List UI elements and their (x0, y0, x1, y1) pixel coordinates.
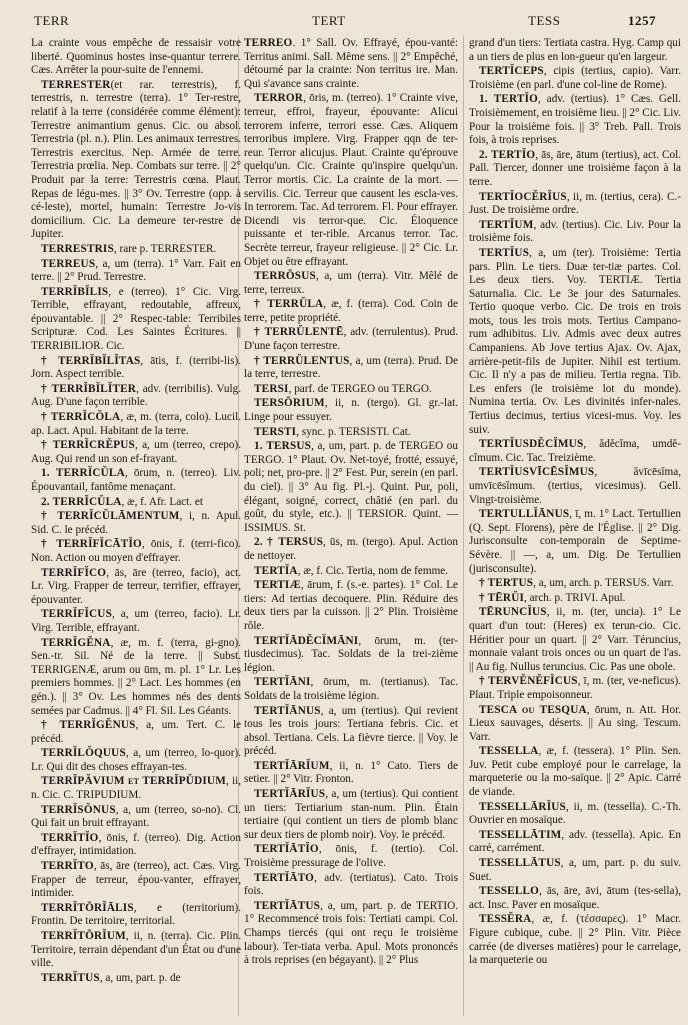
dictionary-entry (244, 326, 458, 353)
entry-headword: TERREUS (41, 257, 96, 270)
dictionary-entry (469, 37, 681, 64)
entry-headword: TERRĬFĬCUS (41, 608, 113, 621)
entry-headword: † TERRĬCŬLĀMENTUM (41, 510, 180, 523)
entry-headword: TERRĬTUS (41, 971, 100, 984)
entry-headword: 1. TERRĬCŬLA (41, 467, 125, 480)
entry-headword: TERTĬA (254, 564, 298, 577)
dictionary-entry (31, 538, 241, 565)
entry-definition: , ī, m. 1° Lact. Tertullien (Q. Sept. Florens), père de l'Église. || 2° Dig. Jurisconsulte con-temporain de Septime-Sévère. || —, a, um. Dig. De Tertullien (jurisconsulte). (469, 508, 681, 575)
entry-headword: TESCA ou TESQUA (479, 703, 587, 716)
entry-headword: TERSI (254, 382, 289, 395)
entry-definition: , ās, āre, āvi, ātum (tes-sella), act. Insc. Paver en mosaïque. (469, 885, 681, 911)
entry-headword: TERRĬSŎNUS (41, 803, 116, 816)
entry-headword: TERRĬPĂVIUM et TERRĬPŬDIUM (41, 775, 226, 788)
entry-definition: , ii, m. (tessella). C.-Th. Ouvrier en mosaïque. (469, 800, 681, 827)
dictionary-entry (244, 536, 458, 563)
entry-headword: TERTĬCEPS (479, 65, 544, 78)
entry-definition: , ii, n. (terra). Cic. Plin. Territoire, terrain dépendant d'un État ou d'une ville. (31, 930, 241, 970)
entry-definition: , adv. (tertiatus). Cato. Trois fois. (244, 871, 458, 898)
entry-headword: TĒRUNCĬUS (479, 606, 547, 619)
entry-headword: TERTĬĀTUS (254, 899, 321, 912)
entry-headword: TERRĬLŎQUUS (41, 747, 126, 760)
entry-headword: TESSELLĀTUS (479, 857, 561, 870)
entry-definition: La crainte vous empêche de ressaisir votre liberté. Quominus hostes inse-quantur terrere. Cæs. Arrêter la pour-suite de l'ennemi. (31, 37, 241, 77)
entry-definition: , ōnis, f. (terri-fico). Non. Action ou moyen d'effrayer. (31, 538, 241, 564)
entry-definition: , ī, m. (ter, ve-neficus). Plaut. Triple empoisonneur. (469, 675, 681, 701)
entry-headword: TERRĬFĬCO (41, 566, 107, 579)
entry-definition: , ōrum, n. (terreo). Liv. Épouvantail, fantôme menaçant. (31, 467, 241, 493)
entry-headword: † TĒRŬI (479, 591, 525, 604)
dictionary-entry (469, 675, 681, 702)
entry-definition: , adv. (tertius). 1° Cæs. Gell. Troisièmement, en troisième lieu. || 2° Cic. Liv. Pour la troisième fois. || 3° Treb. Pall. Trois fois, à trois reprises. (469, 93, 681, 147)
entry-definition: , æ, f. (tessera). 1° Plin. Sen. Juv. Petit cube employé pour le carrelage, la marqueterie ou la mo-saïque. || 2° Apic. Carré de viande. (469, 745, 681, 799)
entry-headword: TERRĬTĬO (41, 831, 99, 844)
entry-definition: grand d'un tiers: Tertiata castra. Hyg. Camp qui a un tiers de plus en lon-gueur qu'en largeur. (469, 37, 681, 63)
entry-headword: TESSELLĀRĬUS (479, 800, 566, 813)
dictionary-entry (31, 383, 241, 410)
entry-definition: , a, um (terra). Vitr. Mêlé de terre, terreux. (244, 270, 458, 296)
dictionary-entry (469, 704, 681, 745)
entry-definition: , a, um (terra). 1° Varr. Fait en terre. || 2° Prud. Terrestre. (31, 257, 241, 284)
dictionary-entry (31, 719, 241, 746)
entry-definition: , sync. p. TERSISTI. Cat. (296, 425, 411, 438)
dictionary-entry (469, 885, 681, 912)
entry-headword: 2. TERRĬCŬLA (41, 495, 122, 508)
dictionary-entry (469, 606, 681, 674)
entry-headword: 2. TERTĬO (479, 148, 536, 161)
dictionary-entry (469, 508, 681, 576)
entry-headword: TERTĬĀTĬO (254, 843, 319, 856)
entry-definition: , e (territorium). Frontin. De territoire, territorial. (31, 901, 241, 928)
entry-definition: , ii, n. (tergo). Gl. gr.-lat. Linge pour essuyer. (244, 397, 458, 424)
dictionary-entry (31, 747, 241, 774)
entry-headword: TERTIÆ (254, 579, 301, 592)
entry-headword: TESSELLO (479, 885, 540, 898)
entry-definition: , ăvīcēsĭma, umvīcēsĭmum. (tertius, vicesimus). Gell. Vingt-troisième. (469, 466, 681, 506)
dictionary-entry (31, 637, 241, 719)
entry-headword: TERTĬĀTO (254, 871, 315, 884)
entry-headword: TERTĬOCĔRĬUS (479, 190, 567, 203)
entry-definition: , æ, f. Cic. Tertia, nom de femme. (297, 564, 449, 577)
entry-definition: , ii, m. (ter, uncia). 1° Le quart d'un tout: (Heres) ex terun-cio. Cic. Héritier pour un quart. || 2° Varr. Téruncius, monnaie valant trois onces ou un quart de l'as. || Au fig. Nullus teruncius. Cic. Pas une obole. (469, 606, 681, 673)
dictionary-entry (31, 567, 241, 608)
entry-headword: TESSELLA (479, 745, 539, 758)
dictionary-entry (31, 79, 241, 242)
entry-headword: † TERRŬLENTĒ (254, 326, 344, 339)
dictionary-entry (31, 775, 241, 802)
dictionary-entry (31, 467, 241, 494)
entry-headword: TERRESTER (41, 78, 111, 91)
dictionary-entry (469, 247, 681, 437)
entry-headword: TERSŌRIUM (254, 397, 325, 410)
dictionary-entry (469, 466, 681, 507)
dictionary-entry (31, 496, 241, 510)
dictionary-entry (244, 355, 458, 382)
entry-definition: , adv. (tertius). Cic. Liv. Pour la troisième fois. (469, 218, 681, 245)
entry-definition: , ās, āre (terreo), act. Cæs. Virg. Frapper de terreur, épou-vanter, effrayer, intimider. (31, 860, 241, 900)
column-divider (463, 36, 464, 1016)
dictionary-entry (244, 788, 458, 842)
entry-definition: , æ, f. (τέσσαρες). 1° Macr. Figure cubique, cube. || 2° Plin. Vitr. Pièce carrée (de diverses matières) pour le carrelage, la marqueterie ou (469, 913, 681, 967)
entry-headword: TERTĬUSDĔCĬMUS (479, 438, 584, 451)
entry-definition: , ōnis, f. (terreo). Dig. Action d'effrayer, intimidation. (31, 831, 241, 858)
dictionary-entry (244, 397, 458, 424)
entry-definition: , a, um (tertius). Qui contient un tiers: Tertiarium stan-num. Plin. Étain tertiaire (qui contient un tiers de plomb blanc sur deux tiers de plomb noir). Voy. le précéd. (244, 788, 458, 841)
running-header (0, 13, 688, 33)
entry-headword: † TERRĬCRĔPUS (41, 439, 135, 452)
dictionary-entry (469, 592, 681, 606)
entry-definition: , ōrum, n. Att. Hor. Lieux sauvages, déserts. || Au sing. Tescum. Varr. (469, 703, 681, 743)
column-left (31, 37, 241, 1019)
entry-headword: TESSĔRA (479, 913, 532, 926)
entry-definition: , ūs, m. (tergo). Apul. Action de nettoyer. (244, 536, 458, 562)
entry-headword: TERTĬĀRĬUS (254, 788, 326, 801)
entry-headword: TERTULLĬĀNUS (479, 508, 570, 521)
entry-definition: , a, um, part. p. de TERTIO. 1° Recommencé trois fois: Tertiati campi. Col. Champs tiercés (qui ont reçu le troisième labour). Ter-tiata verba. Apul. Mots prononcés à trois reprises (en bégayant). || 2° Plus (244, 899, 458, 967)
entry-headword: TERRŌSUS (254, 270, 316, 283)
dictionary-entry (31, 243, 241, 257)
dictionary-entry (469, 65, 681, 92)
entry-headword: † TERRŬLENTUS (254, 354, 350, 367)
dictionary-entry (469, 149, 681, 190)
dictionary-entry (244, 383, 458, 397)
dictionary-entry (469, 857, 681, 884)
entry-definition: , a, um (tertius). Qui revient tous les trois jours: Tertiana febris. Cic. et absol. Tertiana. Cels. La fièvre tierce. || Voy. le précéd. (244, 704, 458, 758)
dictionary-entry (244, 426, 458, 440)
entry-headword: † TERRĬFĬCĀTĬO (41, 538, 142, 551)
dictionary-entry (31, 439, 241, 466)
entry-definition: , ii, m. (tertius, cera). C.-Just. De troisième ordre. (469, 190, 681, 217)
entry-headword: TERTĬĀDĔCĬMĀNI (254, 634, 359, 647)
entry-headword: † TERRĬCŎLA (41, 411, 121, 424)
entry-definition: (et rar. terrestris), f. terrestris, n. terrestre (terra). 1° Ter-restre, relatif à la terre (considérée comme élément): Terrestre animantium genus. Cic. ou absol. Terrestria (pl. n.). Plin. Les animaux terrestres. Terrestris exercitus. Nep. Armée de terre. Terrestria prœlia. Nep. Combats sur terre. || 2° Produit par la terre: Terrestris cœna. Plaut. Repas de légu-mes. || 3° Ov. Terrestre (opp. à cé-leste), mortel, humain: Terrestre Jo-vis domicilium. Cic. La demeure ter-restre de Jupiter. (31, 78, 241, 241)
dictionary-entry (31, 972, 241, 986)
header-center-guide-word: TERT (312, 13, 346, 28)
dictionary-entry (469, 191, 681, 218)
entry-definition: , ōnis, f. (tertio). Col. Troisième pressurage de l'olive. (244, 843, 458, 870)
entry-definition: , a, um, part. p. du suiv. Suet. (469, 857, 681, 883)
entry-definition: , ōrum, m. (ter-tiusdecimus). Tac. Soldats de la trei-zième légion. (244, 634, 458, 674)
dictionary-entry (244, 676, 458, 703)
entry-definition: , ōris, m. (terreo). 1° Crainte vive, terreur, effroi, frayeur, épouvante: Alicui terrorem inferre, terrori esse. Cæs. Aliquem terroribus implere. Virg. Frapper qqn de ter-reur. Terror alicujus. Plaut. Crainte qu'éprouve quelqu'un. Cic. Crainte qu'inspire quelqu'un. Terror mortis. Cic. La crainte de la mort. — servilis. Cic. Terreur que causent les escla-ves. In terrorem. Tac. Ad terrorem. Fl. Pour effrayer. Dicendi vis terror-que. Cic. Éloquence puissante et ter-rible. Arcanus terror. Tac. Secrète terreur, frayeur religieuse. || 2° Cic. Lr. Objet ou être effrayant. (244, 92, 458, 268)
dictionary-entry (31, 258, 241, 285)
entry-definition: , ădĕcĭma, umdĕ-cĭmum. Cic. Tac. Treizième. (469, 438, 681, 464)
entry-definition: , rare p. TERRESTER. (113, 242, 217, 255)
entry-definition: , a, um (terra). Prud. De la terre, terrestre. (244, 354, 458, 381)
header-left-guide-word: TERR (34, 13, 70, 28)
entry-headword: TERTĬUM (479, 218, 534, 231)
entry-definition: , arch. p. TRIVI. Apul. (524, 591, 626, 604)
dictionary-entry (244, 37, 458, 91)
entry-definition: , æ, f. (terra). Cod. Coin de terre, petite propriété. (244, 298, 458, 324)
dictionary-entry (469, 219, 681, 246)
entry-headword: TERTĬUSVĪCĒSĬMUS (479, 466, 595, 479)
dictionary-entry (244, 872, 458, 899)
entry-definition: , ātis, f. (terribi-lis). Jorn. Aspect terrible. (31, 354, 241, 381)
dictionary-entry (244, 440, 458, 535)
entry-definition: , e (terreo). 1° Cic. Virg. Terrible, effrayant, redoutable, affreux, épouvantable. || 2° Respec-table: Terribiles Scripturæ. Cod. Les Saintes Écritures. || TERRIBILIOR. Cic. (31, 285, 241, 353)
entry-headword: TERRĬBĬLIS (41, 285, 109, 298)
page-number: 1257 (628, 13, 656, 28)
dictionary-entry (469, 829, 681, 856)
column-right (469, 37, 681, 1019)
entry-headword: TERTĬĀNUS (254, 704, 321, 717)
entry-headword: TESSELLĀTIM (479, 828, 562, 841)
entry-definition: , æ, f. Afr. Lact. et (121, 495, 203, 508)
dictionary-entry (244, 760, 458, 787)
entry-headword: † TERRĬGĔNUS (41, 719, 136, 732)
dictionary-entry (244, 579, 458, 633)
dictionary-entry (244, 705, 458, 759)
entry-headword: † TERTUS (479, 577, 534, 590)
entry-headword: † TERVĔNĔFĬCUS (479, 675, 578, 688)
dictionary-entry (469, 913, 681, 967)
dictionary-entry (31, 930, 241, 971)
dictionary-entry (31, 411, 241, 438)
dictionary-entry (244, 298, 458, 325)
entry-definition: , parf. de TERGEO ou TERGO. (288, 382, 432, 395)
entry-definition: , a, um (terreo, crepo). Aug. Qui rend un son ef-frayant. (31, 439, 241, 465)
entry-definition: , a, um (terreo, facio). Lr. Virg. Terrible, effrayant. (31, 608, 241, 634)
dictionary-entry (31, 832, 241, 859)
entry-definition: , a, um (terreo, lo-quor). Lr. Qui dit des choses effrayan-tes. (31, 747, 241, 773)
entry-headword: TERRĬTŌRĬUM (41, 930, 126, 942)
dictionary-entry (469, 745, 681, 799)
entry-definition: , adv. (tessella). Apic. En carré, carrément. (469, 828, 681, 855)
dictionary-entry (31, 902, 241, 929)
entry-headword: 1. TERTĬO (479, 93, 539, 106)
dictionary-entry (244, 92, 458, 269)
entry-headword: TERRĬTŌRĬĀLIS (41, 901, 134, 914)
entry-headword: TERTĬĀRĬUM (254, 759, 330, 772)
dictionary-entry (244, 900, 458, 968)
entry-definition: , ās, āre, ātum (tertius), act. Col. Pall. Tiercer, donner une troisième façon à la terre. (469, 148, 681, 188)
dictionary-entry (244, 565, 458, 579)
entry-headword: TERRĬTO (41, 860, 94, 873)
entry-headword: TERTĬUS (479, 246, 530, 259)
entry-headword: TERREO (244, 37, 293, 49)
entry-definition: , ii, n. 1° Cato. Tiers de setier. || 2° Vitr. Fronton. (244, 759, 458, 786)
entry-headword: † TERRĬBĬLĬTAS (41, 354, 141, 367)
dictionary-entry (469, 801, 681, 828)
entry-headword: † TERRĬBĬLĬTER (41, 382, 137, 395)
entry-definition: , a, um. Tert. C. le précéd. (31, 719, 241, 745)
entry-headword: TERROR (254, 92, 304, 105)
entry-headword: TERTĬĀNI (254, 676, 311, 689)
dictionary-entry (31, 510, 241, 537)
header-right-guide-word: TESS (528, 13, 561, 28)
dictionary-entry (31, 355, 241, 382)
dictionary-entry (31, 37, 241, 78)
entry-definition: , æ, m. (terra, colo). Lucil. ap. Lact. Apul. Habitant de la terre. (31, 411, 241, 437)
dictionary-entry (244, 635, 458, 676)
entry-headword: TERSTI (254, 425, 297, 438)
entry-definition: , a, um, part. p. de (99, 971, 181, 984)
entry-definition: , a, um, part. p. de TERGEO ou TERGO. 1° Plaut. Ov. Net-toyé, frotté, essuyé, poli; net, pro-pre. || 2° Fest. Pur, serein (en parl. du ciel). || 3° Au fig. Pl.-j. Quint. Pur, poli, élégant, soigné, correct, châtié (en parl. du goût, du style, etc.). || TERSIOR. Quint. — ISSIMUS. St. (244, 440, 458, 534)
entry-definition: , i, n. Apul. Sid. C. le précéd. (31, 510, 241, 536)
entry-definition: , adv. (terrulentus). Prud. D'une façon terrestre. (244, 326, 458, 353)
entry-definition: , adv. (terribilis). Vulg. Aug. D'une façon terrible. (31, 382, 241, 409)
dictionary-entry (469, 438, 681, 465)
entry-definition: , ōrum, m. (tertianus). Tac. Soldats de la troisième légion. (244, 676, 458, 702)
dictionary-entry (469, 577, 681, 591)
entry-definition: , ās, āre (terreo, facio), act. Lr. Virg. Frapper de terreur, terrifier, effrayer, épouvanter. (31, 566, 241, 606)
column-middle (244, 37, 458, 1019)
entry-definition: , a, um (ter). Troisième: Tertia pars. Plin. Le tiers. Duæ ter-tiæ partes. Col. Les deux tiers. Voy. TERTIÆ. Tertia Saturnalia. Cic. Le 3e jour des Saturnales. Tertio quoque verbo. Cic. De trois en trois mots, tous les trois mots. Tertius Campano-rum adhibitus. Liv. Admis avec deux autres Campaniens. Ab Jove tertius Ajax. Ov. Ajax, arrière-petit-fils de Jupiter. Nihil est tertium. Cic. Il n'y a pas de milieu. Tertia regna. Tib. Les enfers (le troisième lot du monde). Numina tertia. Ov. Les divinités infer-nales. Tertius decimus, tertius vicesi-mus. Voy. les suiv. (469, 246, 681, 436)
entry-headword: 1. TERSUS (254, 440, 312, 453)
dictionary-entry (469, 93, 681, 147)
entry-definition: . 1° Sall. Ov. Effrayé, épou-vanté: Territus animi. Sall. Même sens. || 2° Empêché, détourné par la crainte: Non territus ire. Man. Qui s'avance sans crainte. (244, 37, 458, 90)
entry-headword: TERRĬGĔNA (41, 636, 111, 649)
entry-headword: 2. † TERSUS (254, 536, 324, 549)
entry-definition: , a, um, arch. p. TERSUS. Varr. (533, 577, 674, 590)
dictionary-entry (31, 860, 241, 901)
dictionary-entry (31, 804, 241, 831)
dictionary-entry (31, 608, 241, 635)
entry-headword: † TERRŬLA (254, 298, 324, 311)
entry-definition: , ārum, f. (s.-e. partes). 1° Col. Le tiers: Ad tertias decoquere. Plin. Réduire des deux tiers par la cuisson. || 2° Plin. Troisième rôle. (244, 579, 458, 632)
entry-definition: , æ, m. f. (terra, gi-gno). Sen.-tr. Sil. Né de la terre. || Subst. TERRIGENÆ, arum ou ūm, m. pl. 1° Lr. Les premiers hommes. || 2° Lact. Les hommes (en gén.). || 3° Ov. Les hommes nés des dents semées par Cadmus. || 4° Fl. Sil. Les Géants. (31, 636, 241, 717)
dictionary-entry (244, 270, 458, 297)
entry-headword: TERRESTRIS (41, 242, 114, 255)
dictionary-entry (244, 843, 458, 870)
entry-definition: , ii, n. Cic. C. TRIPUDIUM. (31, 775, 241, 802)
dictionary-entry (31, 286, 241, 354)
entry-definition: , cipis (tertius, capio). Varr. Troisième (en parl. d'une col-line de Rome). (469, 65, 681, 91)
entry-definition: , a, um (terreo, so-no). Cl. Qui fait un bruit effrayant. (31, 803, 241, 830)
